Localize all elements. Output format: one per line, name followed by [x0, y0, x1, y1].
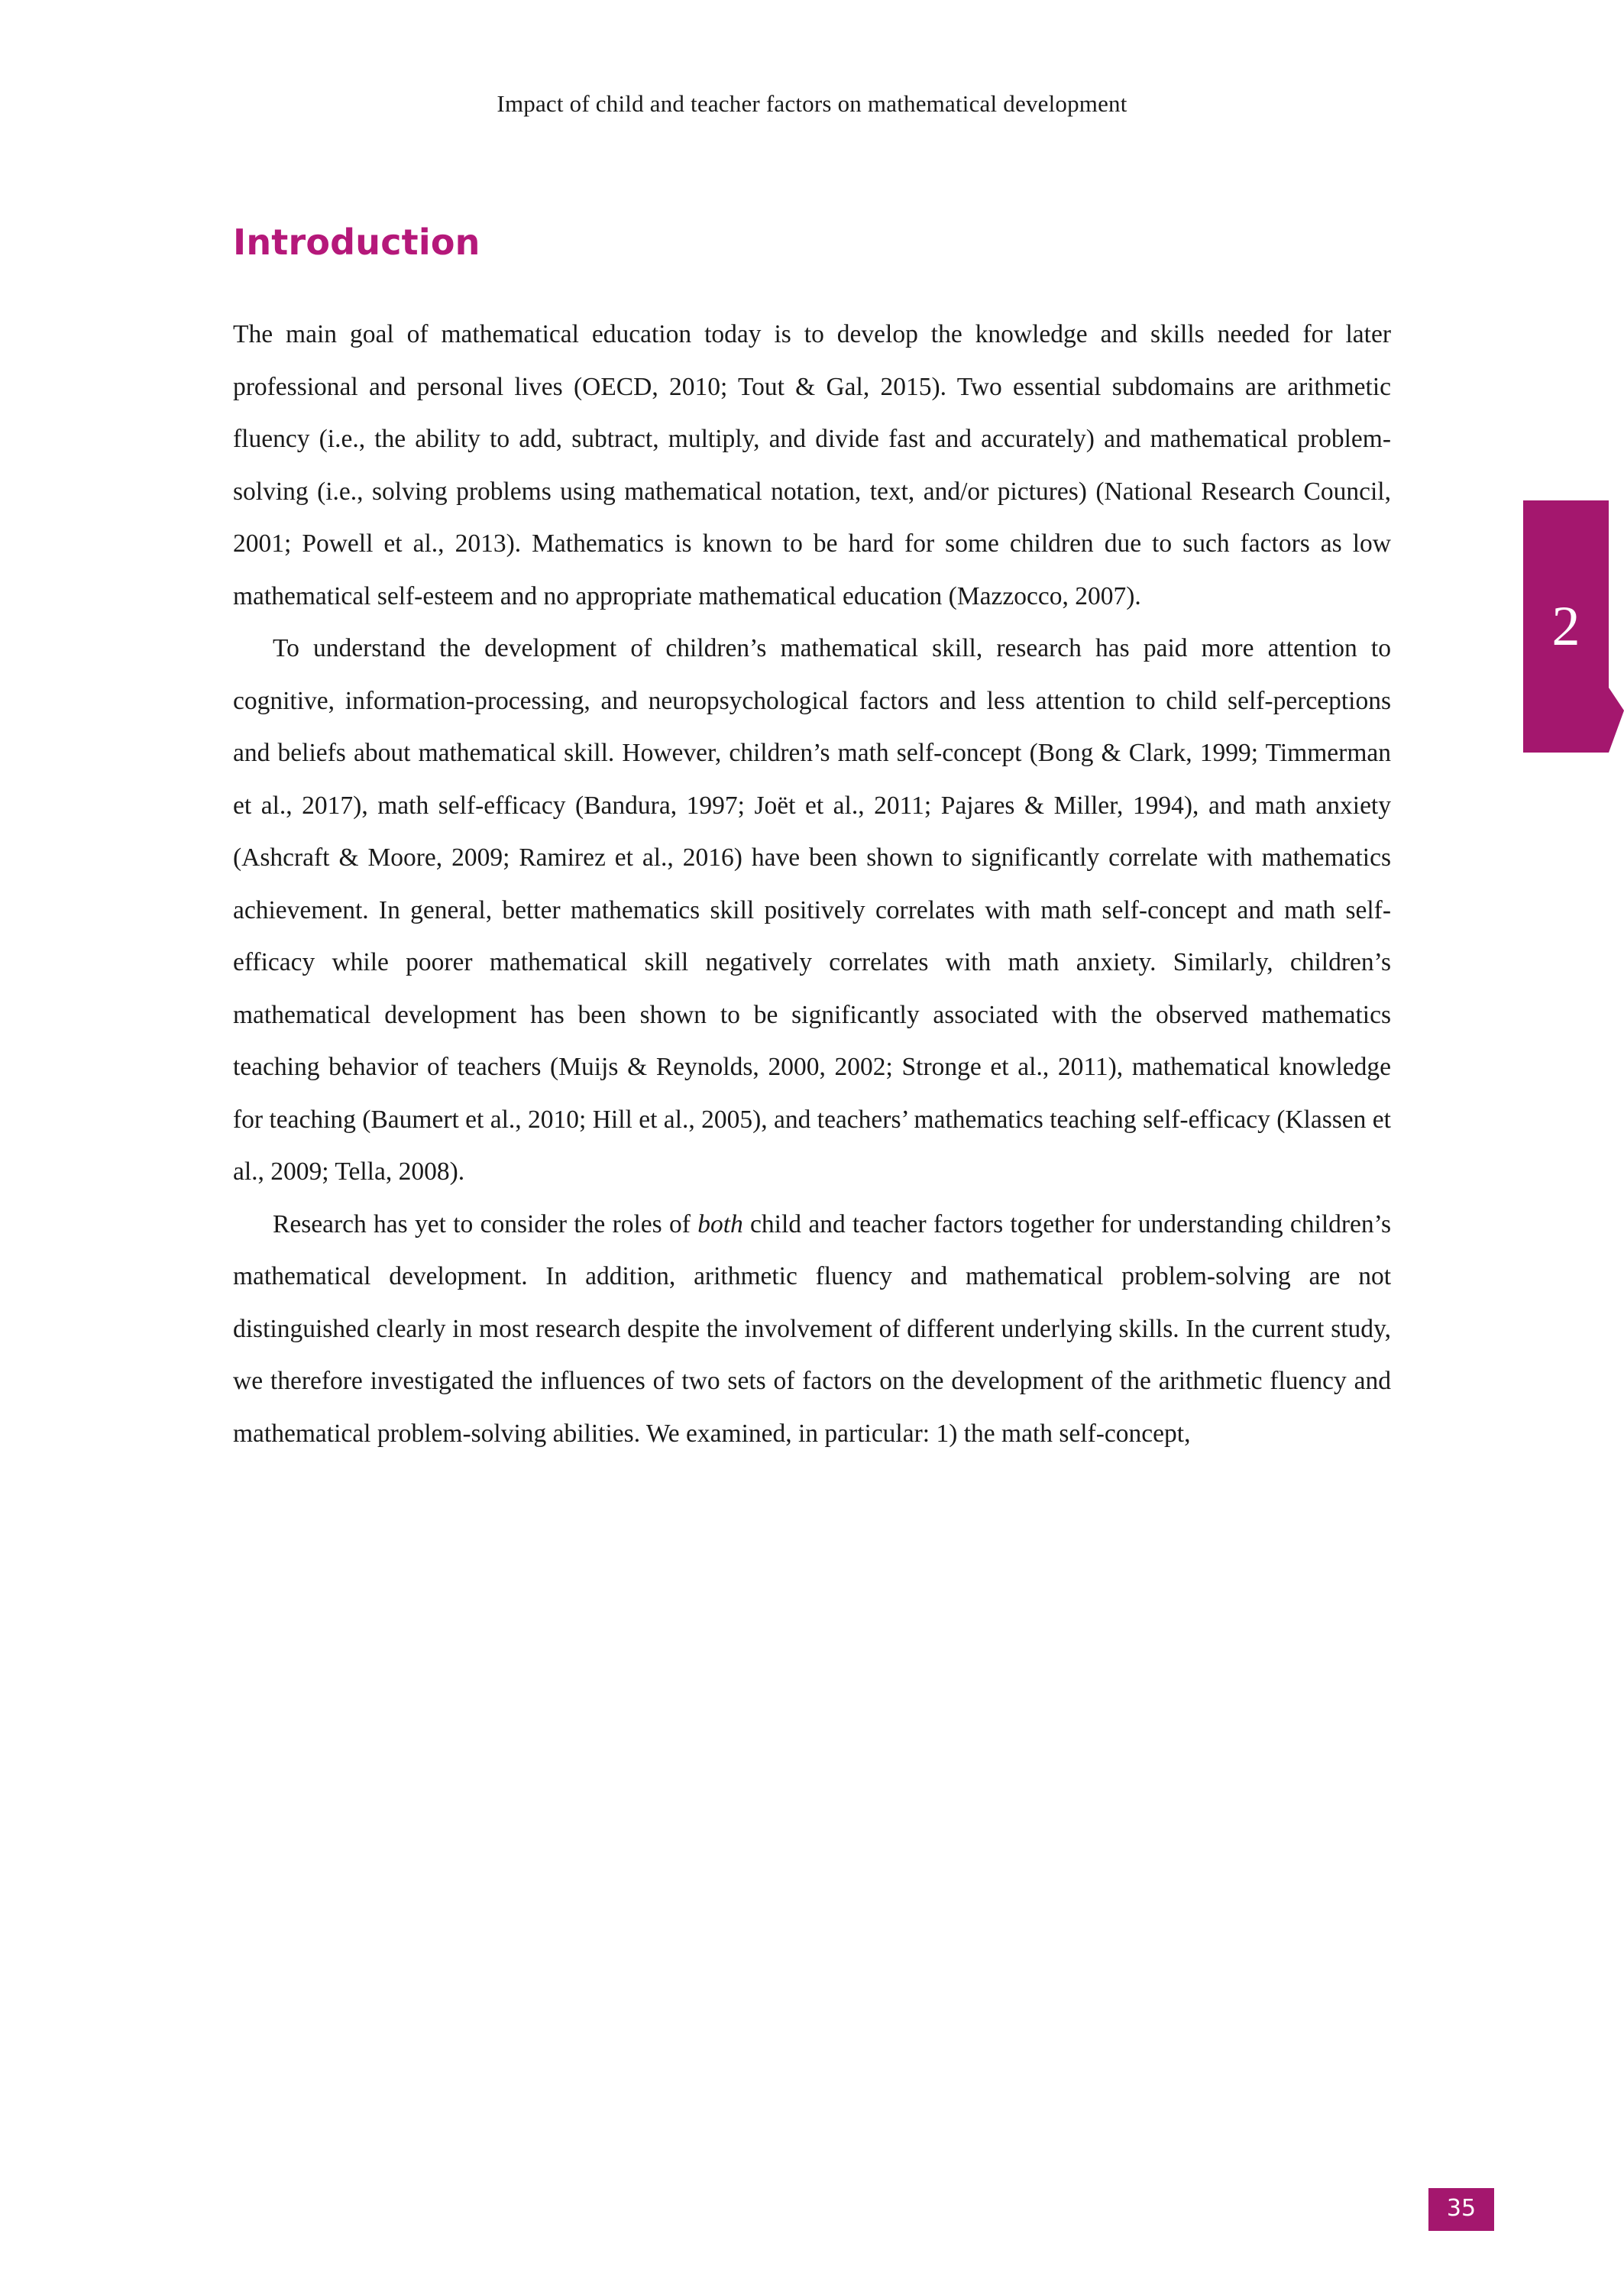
chapter-thumb-tab [1523, 500, 1624, 753]
paragraph-2: To understand the development of children’s mathematical skill, research has paid more attention to cognitive, information-processing, and neuropsychological factors and less attention to child self-perceptions and beliefs about mathematical skill. However, children’s math self-concept (Bong & Clark, 1999; Timmerman et al., 2017), math self-efficacy (Bandura, 1997; Joët et al., 2011; Pajares & Miller, 1994), and math anxiety (Ashcraft & Moore, 2009; Ramirez et al., 2016) have been shown to significantly correlate with mathematics achievement. In general, better mathematics skill positively correlates with math self-concept and math self-efficacy while poorer mathematical skill negatively correlates with math anxiety. Similarly, children’s mathematical development has been shown to be significantly associated with the observed mathematics teaching behavior of teachers (Muijs & Reynolds, 2000, 2002; Stronge et al., 2011), mathematical knowledge for teaching (Baumert et al., 2010; Hill et al., 2005), and teachers’ mathematics teaching self-efficacy (Klassen et al., 2009; Tella, 2008). [233, 634, 1391, 1186]
page-number-badge: 35 [1428, 2188, 1494, 2231]
paragraph-1: The main goal of mathematical education today is to develop the knowledge and skills needed for later professional and personal lives (OECD, 2010; Tout & Gal, 2015). Two essential subdomains are arithmetic fluency (i.e., the ability to add, subtract, multiply, and divide fast and accurately) and mathematical problem-solving (i.e., solving problems using mathematical notation, text, and/or pictures) (National Research Council, 2001; Powell et al., 2013). Mathematics is known to be hard for some children due to such factors as low mathematical self-esteem and no appropriate mathematical education (Mazzocco, 2007). [233, 320, 1391, 610]
chapter-number: 2 [1551, 594, 1580, 658]
article-body [233, 222, 1391, 1460]
page-title: Introduction [233, 222, 480, 263]
paragraph-3: Research has yet to consider the roles of both child and teacher factors together for understanding children’s mathematical development. In addition, arithmetic fluency and mathematical problem-solving are not distinguished clearly in most research despite the involvement of different underlying skills. In the current study, we therefore investigated the influences of two sets of factors on the development of the arithmetic fluency and mathematical problem-solving abilities. We examined, in particular: 1) the math self-concept, [233, 1209, 1391, 1448]
emphasized-text: both [697, 1209, 743, 1238]
running-head: Impact of child and teacher factors on mathematical development [497, 90, 1127, 117]
